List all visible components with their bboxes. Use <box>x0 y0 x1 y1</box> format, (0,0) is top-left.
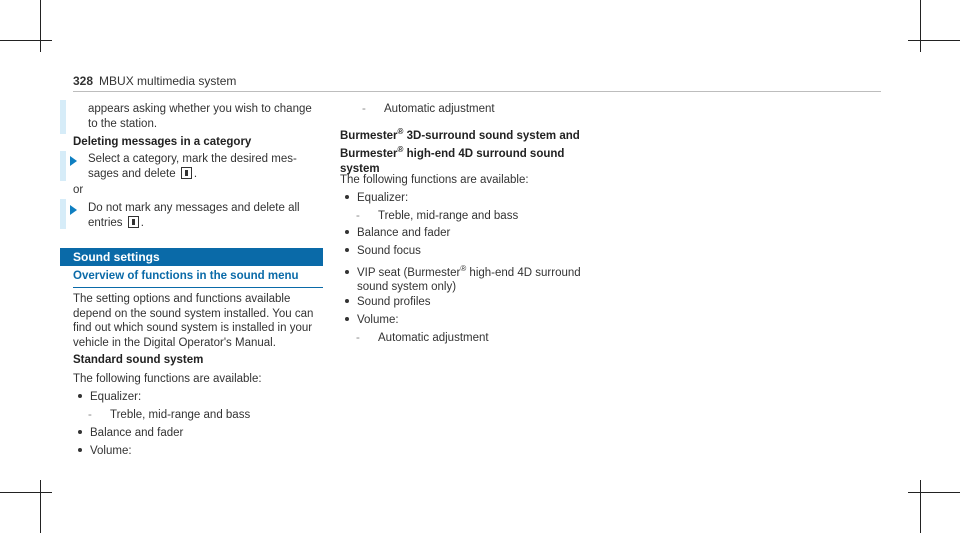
standard-intro: The following functions are available: <box>73 373 262 385</box>
list-subitem: - Treble, mid-range and bass <box>356 210 519 222</box>
standard-heading: Standard sound system <box>73 354 204 366</box>
list-item: Sound profiles <box>345 295 431 310</box>
list-item: Balance and fader <box>78 426 183 441</box>
burmester-intro: The following functions are available: <box>340 174 529 186</box>
list-subitem: - Treble, mid-range and bass <box>88 409 251 421</box>
delete-heading: Deleting messages in a category <box>73 136 252 148</box>
trash-icon <box>128 216 139 228</box>
sub-heading-rule <box>73 287 323 288</box>
highlight-bar <box>60 100 66 134</box>
list-item: Volume: <box>345 313 399 328</box>
arrow-bullet-icon <box>70 156 77 166</box>
list-subitem: - Automatic adjustment <box>356 332 489 344</box>
page-number: 328 <box>73 74 94 88</box>
page-title: MBUX multimedia system <box>99 74 237 88</box>
list-item: VIP seat (Burmester® high-end 4D surround sound system only) <box>345 262 581 295</box>
trash-icon <box>181 167 192 179</box>
highlight-bar <box>60 151 66 181</box>
sub-heading: Overview of functions in the sound menu <box>73 270 299 282</box>
page-header <box>73 74 236 88</box>
or-text: or <box>73 184 84 196</box>
list-item: Sound focus <box>345 244 421 259</box>
burmester-heading: Burmester® 3D-surround sound system and Burmester® high-end 4D surround sound system <box>340 127 580 175</box>
list-item: Equalizer: <box>78 390 141 405</box>
step-2: Do not mark any messages and delete all entries . <box>88 202 300 229</box>
list-item: Volume: <box>78 444 132 459</box>
header-rule <box>73 91 881 92</box>
list-subitem: - Automatic adjustment <box>362 103 495 115</box>
section-band: Sound settings <box>60 248 323 266</box>
overview-paragraph: The setting options and functions available depend on the sound system installed. You can find out which sound system is installed in your vehicle in the Digital Operator's Manual. <box>73 293 314 349</box>
arrow-bullet-icon <box>70 205 77 215</box>
highlight-bar <box>60 199 66 229</box>
intro-text: appears asking whether you wish to change to the station. <box>88 103 312 130</box>
step-1: Select a category, mark the desired mes- sages and delete . <box>88 153 297 180</box>
list-item: Equalizer: <box>345 191 408 206</box>
list-item: Balance and fader <box>345 226 450 241</box>
